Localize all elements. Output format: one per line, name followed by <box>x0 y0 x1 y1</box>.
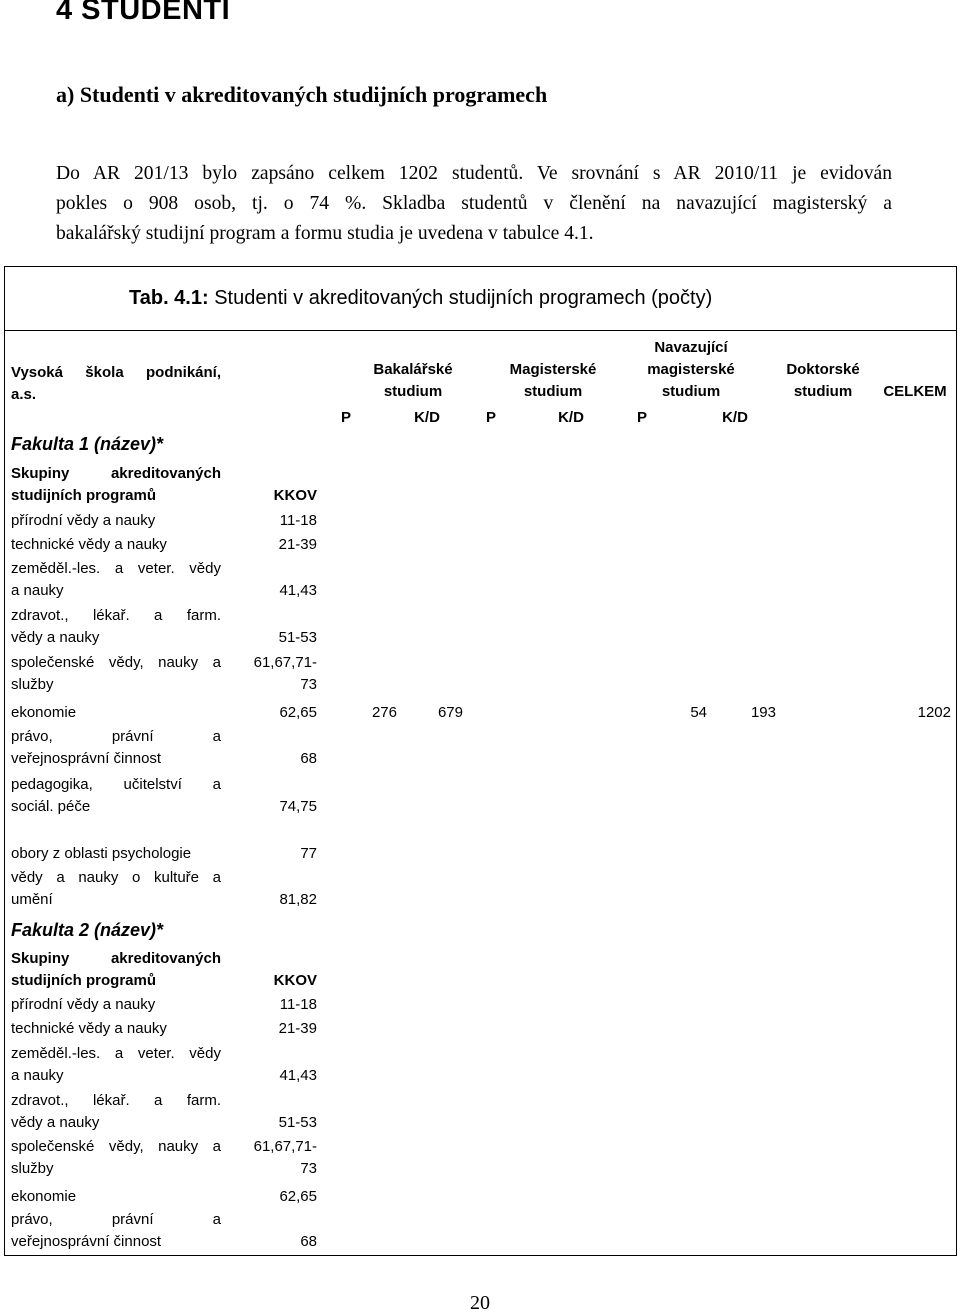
row-kkov: 62,65 <box>279 1188 317 1205</box>
header-navazujici: Navazující <box>654 339 728 356</box>
row-label: veřejnosprávní činnost <box>11 1233 162 1250</box>
row-kkov: 61,67,71- <box>253 654 317 671</box>
row-kkov: 61,67,71- <box>253 1138 317 1155</box>
group-header: Skupiny akreditovaných <box>11 465 221 482</box>
faculty-2-title: Fakulta 2 (název)* <box>11 920 164 940</box>
row-label: služby <box>11 1160 54 1177</box>
intro-line: pokles o 908 osob, tj. o 74 %. Skladba studentů v členění na navazující magisterský a <box>56 193 892 214</box>
group-header: studijních programů <box>11 487 157 504</box>
row-label: ekonomie <box>11 1188 77 1205</box>
row-kkov: 81,82 <box>279 891 317 908</box>
row-label: zdravot., lékař. a farm. <box>11 1092 221 1109</box>
subheader-kd: K/D <box>414 409 440 426</box>
value-bak-p: 276 <box>371 704 397 721</box>
subheader-kd: K/D <box>722 409 748 426</box>
header-doktorske: studium <box>793 383 853 400</box>
row-label: vědy a nauky <box>11 1114 100 1131</box>
row-label: právo, právní a <box>11 1211 221 1228</box>
header-celkem: CELKEM <box>883 383 947 400</box>
value-nav-p: 54 <box>690 704 707 721</box>
row-label: zdravot., lékař. a farm. <box>11 607 221 624</box>
intro-line: Do AR 201/13 bylo zapsáno celkem 1202 studentů. Ve srovnání s AR 2010/11 je evidován <box>56 163 892 184</box>
students-table <box>4 266 957 1256</box>
row-kkov: 68 <box>300 1233 317 1250</box>
value-nav-kd: 193 <box>750 704 776 721</box>
row-label: právo, právní a <box>11 728 221 745</box>
section-title: a) Studenti v akreditovaných studijních programech <box>56 82 548 107</box>
row-label: technické vědy a nauky <box>11 1020 167 1037</box>
intro-paragraph <box>56 159 892 249</box>
table-caption <box>129 287 712 310</box>
page-number: 20 <box>470 1292 490 1314</box>
row-label: a nauky <box>11 582 64 599</box>
row-kkov: 73 <box>300 676 317 693</box>
value-bak-kd: 679 <box>437 704 463 721</box>
school-name-line: a.s. <box>11 386 37 403</box>
subheader-p: P <box>340 409 351 426</box>
row-kkov: 41,43 <box>279 582 317 599</box>
header-bakalarske: Bakalářské <box>373 361 453 378</box>
row-kkov: 68 <box>300 750 317 767</box>
row-kkov: 21-39 <box>278 1020 317 1037</box>
row-kkov: 62,65 <box>279 704 317 721</box>
row-label: obory z oblasti psychologie <box>11 845 192 862</box>
row-label: ekonomie <box>11 704 77 721</box>
row-kkov: 73 <box>300 1160 317 1177</box>
header-navazujici: magisterské <box>647 361 735 378</box>
row-label: veřejnosprávní činnost <box>11 750 162 767</box>
kkov-header: KKOV <box>273 972 317 989</box>
row-kkov: 41,43 <box>279 1067 317 1084</box>
row-label: přírodní vědy a nauky <box>11 512 156 529</box>
row-kkov: 51-53 <box>278 629 317 646</box>
chapter-title: 4 STUDENTI <box>56 0 231 26</box>
caption-text: Studenti v akreditovaných studijních programech (počty) <box>208 287 713 309</box>
subheader-kd: K/D <box>558 409 584 426</box>
header-navazujici: studium <box>661 383 721 400</box>
row-label: sociál. péče <box>11 798 91 815</box>
intro-line: bakalářský studijní program a formu studia je uvedena v tabulce 4.1. <box>56 223 594 244</box>
row-label: technické vědy a nauky <box>11 536 167 553</box>
faculty-1-title: Fakulta 1 (název)* <box>11 434 164 454</box>
caption-label: Tab. 4.1: <box>129 287 209 309</box>
row-kkov: 77 <box>300 845 317 862</box>
row-label: zeměděl.-les. a veter. vědy <box>11 560 221 577</box>
group-header: studijních programů <box>11 972 157 989</box>
school-name-line: Vysoká škola podnikání, <box>11 364 221 381</box>
subheader-p: P <box>636 409 647 426</box>
row-label: zeměděl.-les. a veter. vědy <box>11 1045 221 1062</box>
row-label: vědy a nauky o kultuře a <box>11 869 221 886</box>
header-magisterske: studium <box>523 383 583 400</box>
row-label: pedagogika, učitelství a <box>11 776 221 793</box>
header-magisterske: Magisterské <box>509 361 597 378</box>
caption-divider <box>5 330 956 331</box>
row-kkov: 11-18 <box>279 996 317 1013</box>
row-kkov: 21-39 <box>278 536 317 553</box>
row-label: přírodní vědy a nauky <box>11 996 156 1013</box>
group-header: Skupiny akreditovaných <box>11 950 221 967</box>
row-label: vědy a nauky <box>11 629 100 646</box>
header-bakalarske: studium <box>383 383 443 400</box>
kkov-header: KKOV <box>273 487 317 504</box>
row-kkov: 11-18 <box>279 512 317 529</box>
value-celkem: 1202 <box>917 704 951 721</box>
row-label: společenské vědy, nauky a <box>11 1138 221 1155</box>
row-label: umění <box>11 891 53 908</box>
header-doktorske: Doktorské <box>786 361 860 378</box>
row-label: služby <box>11 676 54 693</box>
row-label: společenské vědy, nauky a <box>11 654 221 671</box>
row-kkov: 51-53 <box>278 1114 317 1131</box>
subheader-p: P <box>485 409 496 426</box>
row-label: a nauky <box>11 1067 64 1084</box>
row-kkov: 74,75 <box>279 798 317 815</box>
